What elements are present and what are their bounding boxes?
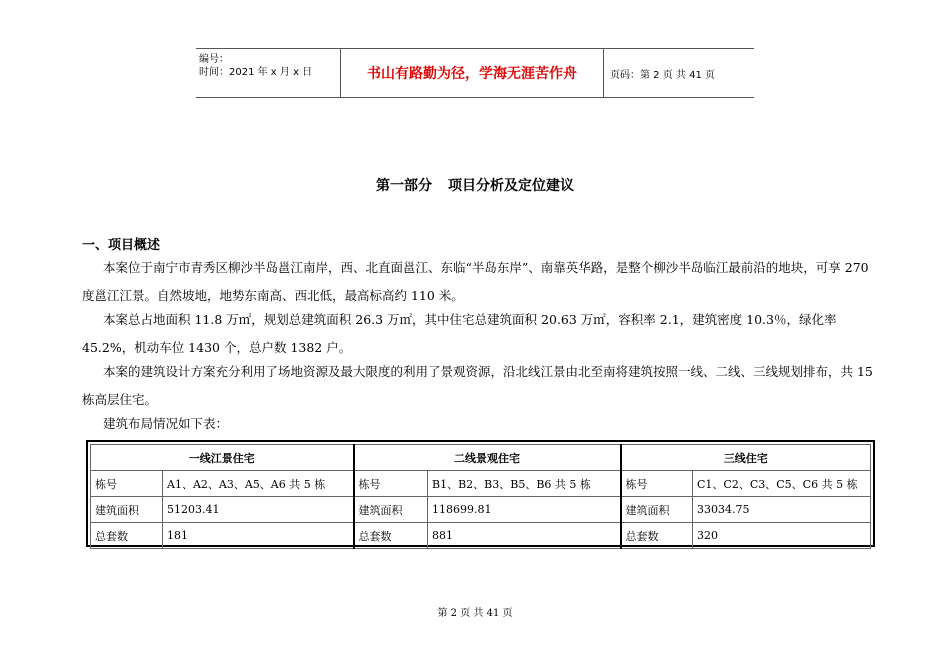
- group-header: 三线住宅: [621, 445, 871, 471]
- table-cell: 118699.81: [428, 497, 621, 523]
- table-cell: 栋号: [91, 471, 163, 497]
- table-row: [91, 471, 871, 497]
- table-cell: 栋号: [354, 471, 428, 497]
- table-cell: 320: [693, 523, 871, 549]
- doc-number-label: 编号：: [199, 54, 229, 65]
- group-header: 一线江景住宅: [91, 445, 354, 471]
- table-cell: 栋号: [621, 471, 693, 497]
- page-header: [196, 48, 754, 98]
- paragraph-location: 本案位于南宁市青秀区柳沙半岛邕江南岸，西、北直面邕江、东临“半岛东岸”、南靠英华路，是整个柳沙半岛临江最前沿的地块，可享 270 度邕江江景。自然坡地，地势东南高、西北低，最高标高约 110 米。: [82, 260, 869, 303]
- table-row: [91, 523, 871, 549]
- title-part: 第一部分: [376, 178, 432, 194]
- paragraph-table-intro: 建筑布局情况如下表：: [103, 416, 229, 431]
- table-cell: 181: [163, 523, 354, 549]
- table-cell: 51203.41: [163, 497, 354, 523]
- page-title: [0, 175, 950, 195]
- table-cell: A1、A2、A3、A5、A6 共 5 栋: [163, 471, 354, 497]
- table-cell: 总套数: [621, 523, 693, 549]
- table-cell: 总套数: [354, 523, 428, 549]
- header-motto: 书山有路勤为径，学海无涯苦作舟: [341, 49, 604, 97]
- layout-table-frame: [86, 440, 875, 547]
- table-cell: 建筑面积: [621, 497, 693, 523]
- table-header-row: [91, 445, 871, 471]
- table-cell: 881: [428, 523, 621, 549]
- group-header: 二线景观住宅: [354, 445, 621, 471]
- paragraph-design: 本案的建筑设计方案充分利用了场地资源及最大限度的利用了景观资源，沿北线江景由北至南将建筑按照一线、二线、三线规划排布，共 15 栋高层住宅。: [82, 364, 873, 407]
- header-meta: [196, 49, 341, 97]
- table-cell: B1、B2、B3、B5、B6 共 5 栋: [428, 471, 621, 497]
- table-cell: 建筑面积: [91, 497, 163, 523]
- paragraph-metrics: 本案总占地面积 11.8 万㎡，规划总建筑面积 26.3 万㎡，其中住宅总建筑面积 20.63 万㎡，容积率 2.1，建筑密度 10.3％，绿化率 45.2%，机动车位 1430 个，总户数 1382 户。: [82, 312, 837, 355]
- doc-date: 时间：2021 年 x 月 x 日: [199, 67, 313, 78]
- building-layout-table: [90, 444, 871, 549]
- header-page-number: 页码：第 2 页 共 41 页: [610, 69, 715, 81]
- section-heading: 一、项目概述: [82, 238, 161, 253]
- table-cell: 33034.75: [693, 497, 871, 523]
- page-footer: 第 2 页 共 41 页: [437, 608, 513, 619]
- table-cell: 建筑面积: [354, 497, 428, 523]
- table-row: [91, 497, 871, 523]
- table-cell: 总套数: [91, 523, 163, 549]
- title-text: 项目分析及定位建议: [448, 178, 574, 194]
- table-cell: C1、C2、C3、C5、C6 共 5 栋: [693, 471, 871, 497]
